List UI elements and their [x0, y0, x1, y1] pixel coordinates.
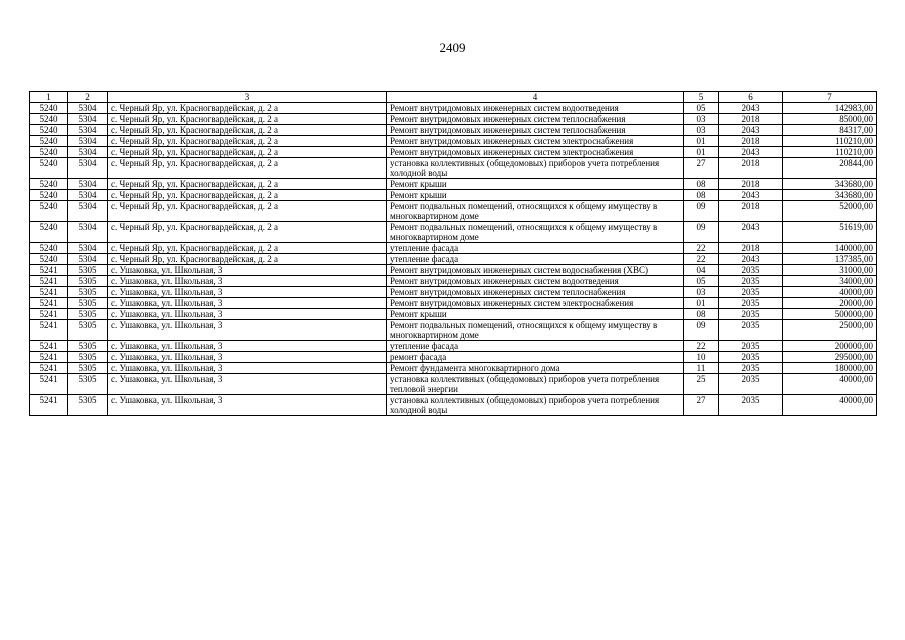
cell-year: 2043	[719, 254, 783, 265]
cell-address: с. Ушаковка, ул. Школьная, 3	[108, 309, 387, 320]
cell-work-code: 03	[684, 114, 719, 125]
cell-address: с. Черный Яр, ул. Красногвардейская, д. 2 а	[108, 158, 387, 179]
cell-year: 2043	[719, 147, 783, 158]
table-row	[30, 341, 877, 352]
cell-cost: 110210,00	[783, 147, 877, 158]
cell-cost: 137385,00	[783, 254, 877, 265]
table-row	[30, 125, 877, 136]
cell-address: с. Черный Яр, ул. Красногвардейская, д. 2 а	[108, 147, 387, 158]
cell-year: 2035	[719, 276, 783, 287]
cell-year: 2043	[719, 103, 783, 114]
cell-work-type: утепление фасада	[387, 243, 684, 254]
cell-work-type: Ремонт крыши	[387, 309, 684, 320]
cell-col1-code: 5240	[30, 114, 68, 125]
page-number: 2409	[439, 40, 466, 55]
cell-cost: 25000,00	[783, 320, 877, 341]
cell-work-code: 27	[684, 395, 719, 416]
cell-year: 2018	[719, 179, 783, 190]
cell-work-type: Ремонт внутридомовых инженерных систем водоотведения	[387, 276, 684, 287]
cell-cost: 40000,00	[783, 287, 877, 298]
cell-work-type: Ремонт внутридомовых инженерных систем электроснабжения	[387, 136, 684, 147]
cell-year: 2043	[719, 190, 783, 201]
cell-work-type: Ремонт внутридомовых инженерных систем теплоснабжения	[387, 125, 684, 136]
cell-col1-code: 5241	[30, 309, 68, 320]
cell-work-code: 01	[684, 298, 719, 309]
cell-address: с. Ушаковка, ул. Школьная, 3	[108, 341, 387, 352]
cell-col2-code: 5304	[68, 114, 108, 125]
cell-work-code: 04	[684, 265, 719, 276]
cell-work-code: 11	[684, 363, 719, 374]
cell-address: с. Ушаковка, ул. Школьная, 3	[108, 298, 387, 309]
cell-work-type: установка коллективных (общедомовых) приборов учета потребления тепловой энергии	[387, 374, 684, 395]
cell-cost: 140000,00	[783, 243, 877, 254]
cell-col1-code: 5241	[30, 374, 68, 395]
cell-col2-code: 5304	[68, 201, 108, 222]
cell-cost: 52000,00	[783, 201, 877, 222]
table-row	[30, 254, 877, 265]
table-row	[30, 114, 877, 125]
cell-year: 2035	[719, 287, 783, 298]
cell-col2-code: 5305	[68, 320, 108, 341]
cell-work-type: установка коллективных (общедомовых) приборов учета потребления холодной воды	[387, 395, 684, 416]
cell-year: 2043	[719, 222, 783, 243]
cell-year: 2035	[719, 395, 783, 416]
cell-cost: 110210,00	[783, 136, 877, 147]
cell-cost: 295000,00	[783, 352, 877, 363]
cell-col2-code: 5304	[68, 222, 108, 243]
cell-col1-code: 5240	[30, 190, 68, 201]
cell-work-code: 08	[684, 190, 719, 201]
table-row	[30, 309, 877, 320]
cell-col1-code: 5240	[30, 179, 68, 190]
cell-cost: 85000,00	[783, 114, 877, 125]
table-body	[30, 103, 877, 416]
cell-address: с. Ушаковка, ул. Школьная, 3	[108, 352, 387, 363]
cell-work-code: 22	[684, 341, 719, 352]
table-row	[30, 243, 877, 254]
cell-address: с. Черный Яр, ул. Красногвардейская, д. 2 а	[108, 190, 387, 201]
cell-work-type: Ремонт крыши	[387, 190, 684, 201]
cell-col1-code: 5240	[30, 201, 68, 222]
cell-work-code: 05	[684, 103, 719, 114]
cell-col2-code: 5305	[68, 265, 108, 276]
cell-year: 2043	[719, 125, 783, 136]
cell-address: с. Черный Яр, ул. Красногвардейская, д. 2 а	[108, 243, 387, 254]
cell-col2-code: 5305	[68, 395, 108, 416]
cell-year: 2035	[719, 363, 783, 374]
table-row	[30, 179, 877, 190]
cell-address: с. Ушаковка, ул. Школьная, 3	[108, 363, 387, 374]
cell-col1-code: 5240	[30, 147, 68, 158]
cell-col1-code: 5241	[30, 363, 68, 374]
cell-address: с. Ушаковка, ул. Школьная, 3	[108, 265, 387, 276]
cell-col1-code: 5240	[30, 254, 68, 265]
cell-work-type: Ремонт подвальных помещений, относящихся к общему имуществу в многоквартирном доме	[387, 320, 684, 341]
table-row	[30, 374, 877, 395]
cell-cost: 40000,00	[783, 374, 877, 395]
cell-address: с. Черный Яр, ул. Красногвардейская, д. 2 а	[108, 103, 387, 114]
cell-cost: 84317,00	[783, 125, 877, 136]
column-header-2: 2	[68, 92, 108, 103]
table-row	[30, 265, 877, 276]
cell-work-type: Ремонт внутридомовых инженерных систем электроснабжения	[387, 147, 684, 158]
table-row	[30, 352, 877, 363]
table-row	[30, 320, 877, 341]
cell-address: с. Ушаковка, ул. Школьная, 3	[108, 276, 387, 287]
column-header-7: 7	[783, 92, 877, 103]
table-row	[30, 190, 877, 201]
cell-year: 2035	[719, 352, 783, 363]
cell-work-type: Ремонт фундамента многоквартирного дома	[387, 363, 684, 374]
cell-work-code: 03	[684, 287, 719, 298]
cell-work-type: утепление фасада	[387, 341, 684, 352]
cell-work-type: Ремонт внутридомовых инженерных систем водоотведения	[387, 103, 684, 114]
cell-col2-code: 5305	[68, 287, 108, 298]
cell-address: с. Черный Яр, ул. Красногвардейская, д. 2 а	[108, 179, 387, 190]
cell-col1-code: 5241	[30, 341, 68, 352]
cell-col2-code: 5304	[68, 158, 108, 179]
cell-col1-code: 5241	[30, 352, 68, 363]
column-header-1: 1	[30, 92, 68, 103]
cell-col2-code: 5304	[68, 147, 108, 158]
cell-year: 2035	[719, 309, 783, 320]
cell-col2-code: 5305	[68, 374, 108, 395]
cell-work-code: 22	[684, 254, 719, 265]
column-header-6: 6	[719, 92, 783, 103]
cell-col1-code: 5241	[30, 287, 68, 298]
cell-col2-code: 5304	[68, 190, 108, 201]
cell-work-type: Ремонт подвальных помещений, относящихся к общему имуществу в многоквартирном доме	[387, 201, 684, 222]
cell-address: с. Черный Яр, ул. Красногвардейская, д. 2 а	[108, 114, 387, 125]
cell-work-type: Ремонт внутридомовых инженерных систем водоснабжения (ХВС)	[387, 265, 684, 276]
cell-col1-code: 5241	[30, 298, 68, 309]
cell-work-code: 05	[684, 276, 719, 287]
column-header-4: 4	[387, 92, 684, 103]
cell-address: с. Черный Яр, ул. Красногвардейская, д. 2 а	[108, 136, 387, 147]
cell-year: 2035	[719, 341, 783, 352]
cell-cost: 40000,00	[783, 395, 877, 416]
cell-cost: 200000,00	[783, 341, 877, 352]
cell-col1-code: 5241	[30, 265, 68, 276]
cell-work-code: 22	[684, 243, 719, 254]
cell-address: с. Черный Яр, ул. Красногвардейская, д. 2 а	[108, 125, 387, 136]
cell-work-type: ремонт фасада	[387, 352, 684, 363]
cell-work-type: Ремонт крыши	[387, 179, 684, 190]
cell-work-code: 09	[684, 222, 719, 243]
table-row	[30, 298, 877, 309]
cell-col1-code: 5240	[30, 136, 68, 147]
table-row	[30, 201, 877, 222]
cell-address: с. Черный Яр, ул. Красногвардейская, д. 2 а	[108, 222, 387, 243]
cell-year: 2018	[719, 114, 783, 125]
cell-cost: 180000,00	[783, 363, 877, 374]
cell-cost: 500000,00	[783, 309, 877, 320]
cell-work-code: 27	[684, 158, 719, 179]
cell-cost: 343680,00	[783, 190, 877, 201]
cell-work-type: Ремонт внутридомовых инженерных систем теплоснабжения	[387, 114, 684, 125]
cell-col2-code: 5305	[68, 363, 108, 374]
cell-col2-code: 5305	[68, 352, 108, 363]
cell-col1-code: 5240	[30, 158, 68, 179]
cell-cost: 142983,00	[783, 103, 877, 114]
cell-year: 2018	[719, 158, 783, 179]
cell-address: с. Ушаковка, ул. Школьная, 3	[108, 320, 387, 341]
cell-work-code: 09	[684, 201, 719, 222]
cell-cost: 51619,00	[783, 222, 877, 243]
table-row	[30, 103, 877, 114]
cell-work-code: 08	[684, 179, 719, 190]
cell-work-code: 01	[684, 136, 719, 147]
cell-year: 2018	[719, 243, 783, 254]
cell-col2-code: 5304	[68, 243, 108, 254]
cell-col1-code: 5240	[30, 243, 68, 254]
table-row	[30, 276, 877, 287]
cell-work-type: Ремонт подвальных помещений, относящихся к общему имуществу в многоквартирном доме	[387, 222, 684, 243]
table-row	[30, 287, 877, 298]
cell-work-code: 25	[684, 374, 719, 395]
table-row	[30, 363, 877, 374]
cell-col2-code: 5305	[68, 341, 108, 352]
cell-work-code: 08	[684, 309, 719, 320]
cell-year: 2035	[719, 265, 783, 276]
cell-col1-code: 5241	[30, 320, 68, 341]
cell-col1-code: 5241	[30, 276, 68, 287]
cell-work-type: утепление фасада	[387, 254, 684, 265]
cell-year: 2035	[719, 374, 783, 395]
cell-col1-code: 5241	[30, 395, 68, 416]
table-row	[30, 158, 877, 179]
cell-address: с. Ушаковка, ул. Школьная, 3	[108, 287, 387, 298]
table-row	[30, 136, 877, 147]
cell-col2-code: 5304	[68, 125, 108, 136]
column-header-5: 5	[684, 92, 719, 103]
cell-col2-code: 5305	[68, 309, 108, 320]
cell-col2-code: 5304	[68, 179, 108, 190]
cell-work-type: установка коллективных (общедомовых) приборов учета потребления холодной воды	[387, 158, 684, 179]
cell-year: 2035	[719, 320, 783, 341]
cell-cost: 343680,00	[783, 179, 877, 190]
cell-year: 2018	[719, 201, 783, 222]
cell-address: с. Ушаковка, ул. Школьная, 3	[108, 395, 387, 416]
cell-cost: 20000,00	[783, 298, 877, 309]
cell-cost: 20844,00	[783, 158, 877, 179]
table-row	[30, 395, 877, 416]
cell-work-code: 01	[684, 147, 719, 158]
cell-col2-code: 5305	[68, 276, 108, 287]
cell-work-type: Ремонт внутридомовых инженерных систем теплоснабжения	[387, 287, 684, 298]
cell-col1-code: 5240	[30, 103, 68, 114]
cell-address: с. Черный Яр, ул. Красногвардейская, д. 2 а	[108, 254, 387, 265]
header-row	[30, 92, 877, 103]
column-header-3: 3	[108, 92, 387, 103]
repair-schedule-table	[29, 91, 877, 416]
cell-work-type: Ремонт внутридомовых инженерных систем электроснабжения	[387, 298, 684, 309]
cell-col1-code: 5240	[30, 222, 68, 243]
table-row	[30, 222, 877, 243]
cell-address: с. Черный Яр, ул. Красногвардейская, д. 2 а	[108, 201, 387, 222]
table-row	[30, 147, 877, 158]
cell-col1-code: 5240	[30, 125, 68, 136]
cell-cost: 31000,00	[783, 265, 877, 276]
cell-year: 2035	[719, 298, 783, 309]
cell-col2-code: 5304	[68, 136, 108, 147]
cell-work-code: 09	[684, 320, 719, 341]
cell-cost: 34000,00	[783, 276, 877, 287]
cell-col2-code: 5305	[68, 298, 108, 309]
cell-work-code: 10	[684, 352, 719, 363]
cell-col2-code: 5304	[68, 103, 108, 114]
cell-work-code: 03	[684, 125, 719, 136]
cell-address: с. Ушаковка, ул. Школьная, 3	[108, 374, 387, 395]
cell-col2-code: 5304	[68, 254, 108, 265]
cell-year: 2018	[719, 136, 783, 147]
